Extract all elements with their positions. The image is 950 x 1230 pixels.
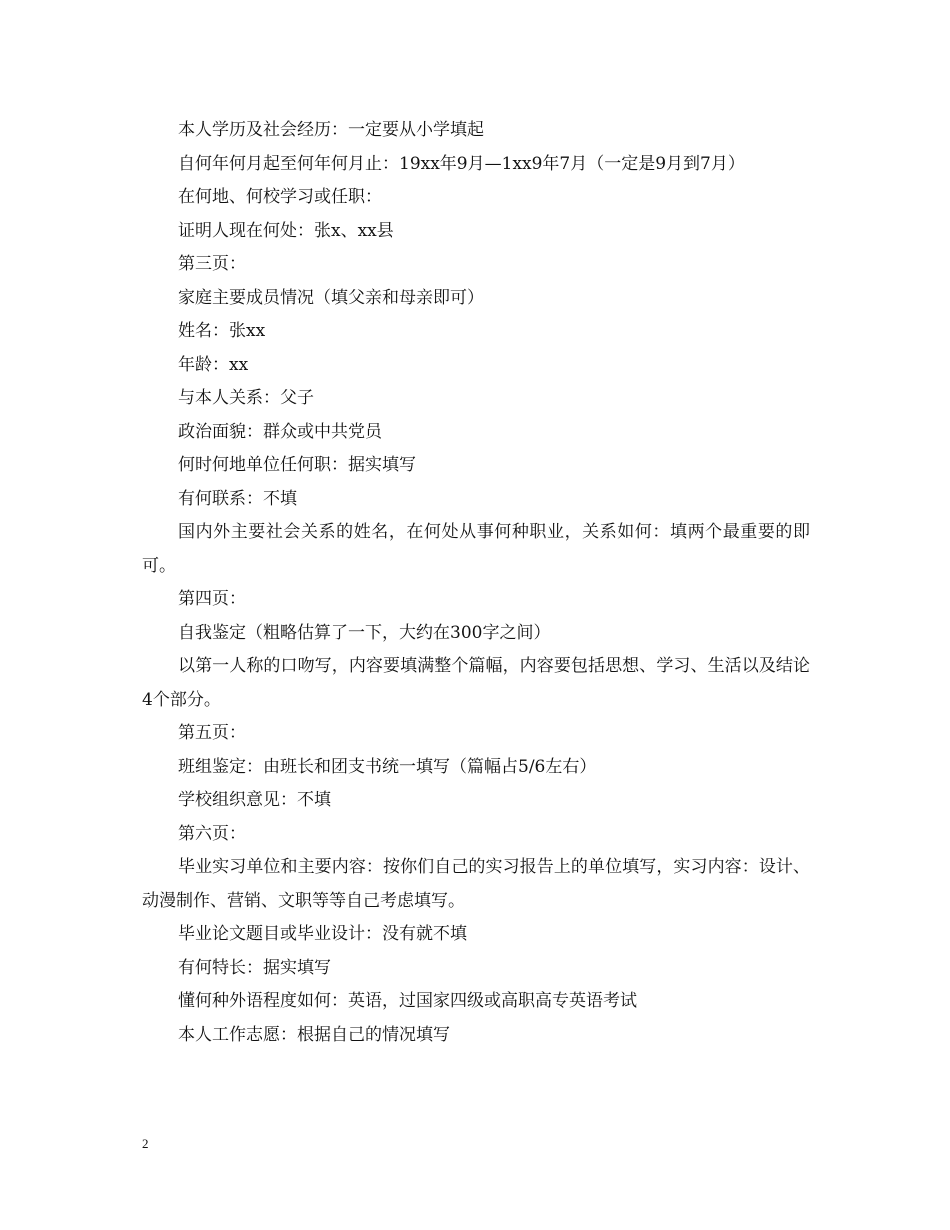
paragraph-page-three: 第三页： — [178, 254, 246, 274]
paragraph-self-assessment: 自我鉴定（粗略估算了一下，大约在300字之间） — [178, 622, 551, 643]
paragraph-foreign-language: 懂何种外语程度如何：英语，过国家四级或高职高专英语考试 — [178, 991, 637, 1011]
paragraph-contact: 有何联系：不填 — [178, 488, 297, 509]
paragraph-political-status: 政治面貌：群众或中共党员 — [178, 421, 382, 442]
paragraph-education-history: 本人学历及社会经历：一定要从小学填起 — [178, 120, 484, 140]
paragraph-age: 年龄：xx — [178, 354, 249, 375]
paragraph-school-location: 在何地、何校学习或任职： — [178, 187, 382, 207]
paragraph-page-four: 第四页： — [178, 589, 246, 609]
paragraph-social-relations: 国内外主要社会关系的姓名，在何处从事何种职业，关系如何：填两个最重要的即可。 — [142, 522, 810, 576]
paragraph-family-members: 家庭主要成员情况（填父亲和母亲即可） — [178, 287, 484, 308]
page-number: 2 — [142, 1136, 149, 1151]
paragraph-internship: 毕业实习单位和主要内容：按你们自己的实习报告上的单位填写，实习内容：设计、动漫制作、营销、文职等等自己考虑填写。 — [142, 857, 810, 911]
paragraph-class-assessment: 班组鉴定：由班长和团支书统一填写（篇幅占5/6左右） — [178, 756, 597, 777]
paragraph-school-opinion: 学校组织意见：不填 — [178, 790, 331, 810]
paragraph-date-range: 自何年何月起至何年何月止：19xx年9月—1xx9年7月（一定是9月到7月） — [178, 153, 745, 174]
paragraph-witness: 证明人现在何处：张x、xx县 — [178, 220, 394, 241]
paragraph-page-six: 第六页： — [178, 823, 246, 844]
paragraph-first-person: 以第一人称的口吻写，内容要填满整个篇幅，内容要包括思想、学习、生活以及结论4个部分。 — [142, 656, 810, 710]
paragraph-page-five: 第五页： — [178, 723, 246, 743]
paragraph-thesis: 毕业论文题目或毕业设计：没有就不填 — [178, 924, 467, 944]
paragraph-position: 何时何地单位任何职：据实填写 — [178, 455, 416, 475]
paragraph-specialty: 有何特长：据实填写 — [178, 957, 331, 978]
paragraph-relation: 与本人关系：父子 — [178, 388, 314, 408]
document-body — [142, 114, 810, 1052]
paragraph-job-preference: 本人工作志愿：根据自己的情况填写 — [178, 1024, 450, 1045]
paragraph-name: 姓名：张xx — [178, 321, 266, 341]
